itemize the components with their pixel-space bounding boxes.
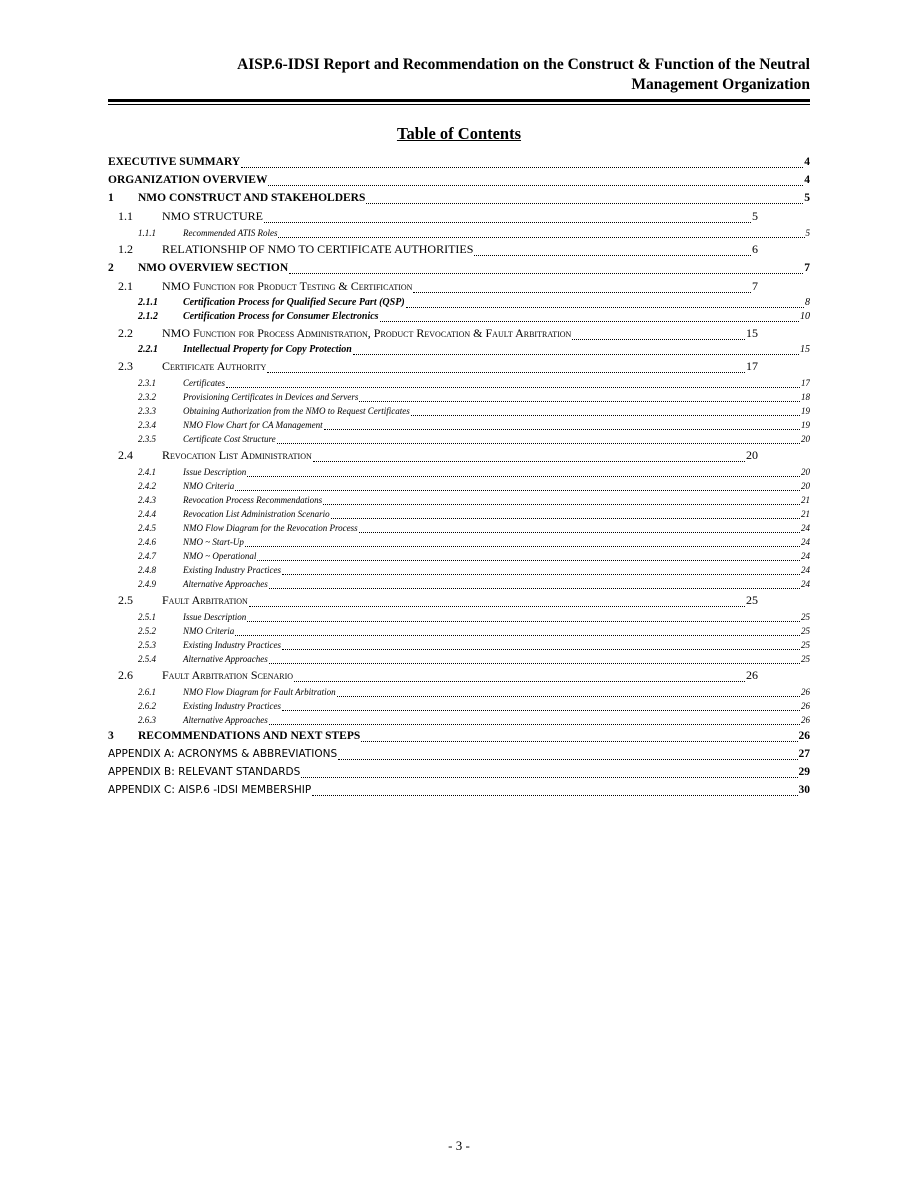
toc-entry-page: 24	[801, 537, 810, 547]
toc-entry[interactable]	[108, 343, 810, 357]
toc-entry-page: 8	[805, 297, 810, 308]
toc-leader-dots	[247, 621, 800, 622]
toc-entry-number: 2.4.7	[138, 551, 156, 561]
toc-entry-title: Revocation List Administration	[162, 448, 312, 462]
toc-entry[interactable]	[108, 763, 810, 781]
table-of-contents	[108, 153, 810, 799]
toc-entry-number: 2.5.3	[138, 640, 156, 650]
toc-leader-dots	[289, 273, 803, 274]
toc-entry-page: 25	[801, 626, 810, 636]
toc-leader-dots	[269, 724, 800, 725]
toc-entry-title: NMO Flow Diagram for Fault Arbitration	[183, 687, 336, 697]
toc-leader-dots	[294, 681, 745, 682]
toc-leader-dots	[572, 339, 745, 340]
toc-entry-title: Certificate Cost Structure	[183, 434, 276, 444]
toc-entry-title: RELATIONSHIP OF NMO TO CERTIFICATE AUTHORITIES	[162, 242, 474, 256]
toc-entry-page: 5	[752, 209, 758, 223]
toc-entry[interactable]	[108, 432, 810, 446]
toc-entry-title: Revocation Process Recommendations	[183, 495, 323, 505]
toc-entry-number: 2.4.9	[138, 579, 156, 589]
toc-leader-dots	[406, 307, 804, 308]
toc-title: Table of Contents	[396, 124, 522, 143]
toc-leader-dots	[313, 461, 745, 462]
toc-entry-title: Certification Process for Consumer Electronics	[183, 311, 379, 322]
toc-entry-page: 17	[746, 359, 758, 373]
toc-entry-number: 2.1.1	[138, 297, 158, 308]
toc-entry-number: 2.3.2	[138, 392, 156, 402]
toc-leader-dots	[359, 532, 800, 533]
toc-entry-page: 18	[801, 392, 810, 402]
toc-entry[interactable]	[108, 446, 758, 465]
toc-entry-page: 5	[805, 228, 810, 238]
toc-leader-dots	[474, 255, 751, 256]
toc-entry-page: 25	[801, 640, 810, 650]
toc-entry-page: 5	[804, 192, 810, 204]
toc-leader-dots	[282, 649, 800, 650]
toc-entry[interactable]	[108, 418, 810, 432]
toc-leader-dots	[257, 560, 800, 561]
toc-entry-title: NMO Criteria	[183, 626, 235, 636]
toc-entry-page: 15	[746, 326, 758, 340]
toc-entry-number: 2.1	[118, 279, 133, 293]
toc-entry[interactable]	[108, 781, 810, 799]
toc-entry-page: 25	[746, 593, 758, 607]
toc-entry-title: NMO Function for Process Administration, Product Revocation & Fault Arbitration	[162, 326, 572, 340]
toc-entry[interactable]	[108, 521, 810, 535]
toc-entry-number: 2.2.1	[138, 344, 158, 355]
toc-entry[interactable]	[108, 624, 810, 638]
toc-entry-title: NMO CONSTRUCT AND STAKEHOLDERS	[138, 192, 366, 204]
toc-entry-number: 2.3	[118, 359, 133, 373]
toc-entry-title: Alternative Approaches	[183, 579, 268, 589]
toc-entry-title: Fault Arbitration	[162, 593, 248, 607]
header-line-1: AISP.6-IDSI Report and Recommendation on the Construct & Function of the Neutral	[237, 56, 810, 73]
toc-entry[interactable]	[108, 610, 810, 624]
toc-leader-dots	[235, 635, 800, 636]
toc-leader-dots	[301, 777, 797, 778]
toc-entry-number: 2.6	[118, 668, 133, 682]
toc-entry-title: Existing Industry Practices	[183, 701, 281, 711]
toc-entry-number: 1	[108, 192, 114, 204]
toc-entry-title: Certificates	[183, 378, 225, 388]
toc-leader-dots	[324, 429, 800, 430]
toc-entry-title: APPENDIX C: AISP.6 -IDSI MEMBERSHIP	[108, 784, 312, 796]
toc-entry-page: 19	[801, 406, 810, 416]
header-rule-thin	[108, 104, 810, 105]
toc-entry[interactable]	[108, 479, 810, 493]
toc-entry-number: 2.4	[118, 448, 133, 462]
toc-entry-page: 26	[801, 687, 810, 697]
toc-entry-number: 2.6.3	[138, 715, 156, 725]
header-line-2: Management Organization	[631, 76, 810, 93]
toc-entry-page: 24	[801, 565, 810, 575]
toc-entry[interactable]	[108, 259, 810, 277]
toc-entry[interactable]	[108, 591, 758, 610]
toc-leader-dots	[268, 185, 803, 186]
toc-leader-dots	[413, 292, 751, 293]
toc-leader-dots	[269, 663, 800, 664]
toc-entry-page: 7	[752, 279, 758, 293]
toc-entry[interactable]	[108, 207, 758, 226]
toc-entry-title: Issue Description	[183, 612, 247, 622]
toc-entry[interactable]	[108, 745, 810, 763]
toc-entry[interactable]	[108, 507, 810, 521]
toc-entry-page: 24	[801, 579, 810, 589]
toc-entry-title: Obtaining Authorization from the NMO to Request Certificates	[183, 406, 410, 416]
toc-entry-page: 20	[746, 448, 758, 462]
toc-entry-title: NMO Flow Diagram for the Revocation Process	[183, 523, 358, 533]
toc-entry[interactable]	[108, 189, 810, 207]
toc-entry-title: Certificate Authority	[162, 359, 267, 373]
toc-entry-title: NMO Criteria	[183, 481, 235, 491]
toc-entry-title: NMO Flow Chart for CA Management	[183, 420, 323, 430]
toc-entry[interactable]	[108, 535, 810, 549]
toc-entry[interactable]	[108, 549, 810, 563]
toc-entry-page: 19	[801, 420, 810, 430]
toc-entry[interactable]	[108, 465, 810, 479]
toc-entry-page: 21	[801, 495, 810, 505]
toc-entry[interactable]	[108, 240, 758, 259]
toc-entry-title: Provisioning Certificates in Devices and Servers	[183, 392, 359, 402]
toc-entry-number: 2.3.4	[138, 420, 156, 430]
page-number-footer: - 3 -	[448, 1138, 470, 1153]
toc-entry-number: 2.4.1	[138, 467, 156, 477]
toc-entry[interactable]	[108, 727, 810, 745]
toc-leader-dots	[267, 372, 745, 373]
toc-entry-number: 2.1.2	[138, 311, 158, 322]
toc-entry[interactable]	[108, 153, 810, 171]
toc-entry-title: Alternative Approaches	[183, 715, 268, 725]
toc-leader-dots	[241, 167, 803, 168]
toc-leader-dots	[277, 443, 800, 444]
running-header	[108, 55, 810, 95]
toc-entry-number: 2.5.1	[138, 612, 156, 622]
toc-entry-title: Issue Description	[183, 467, 247, 477]
toc-entry-page: 25	[801, 654, 810, 664]
toc-entry-page: 26	[801, 715, 810, 725]
toc-entry-title: Intellectual Property for Copy Protection	[183, 344, 352, 355]
toc-leader-dots	[353, 354, 799, 355]
toc-entry-page: 15	[800, 344, 810, 355]
toc-leader-dots	[245, 546, 800, 547]
toc-leader-dots	[359, 401, 800, 402]
toc-entry-number: 1.1	[118, 209, 133, 223]
toc-entry[interactable]	[108, 357, 758, 376]
toc-leader-dots	[331, 518, 800, 519]
toc-entry[interactable]	[108, 376, 810, 390]
toc-entry-page: 4	[804, 174, 810, 186]
toc-entry-title: NMO OVERVIEW SECTION	[138, 262, 289, 274]
toc-entry-number: 2.6.2	[138, 701, 156, 711]
toc-leader-dots	[235, 490, 800, 491]
toc-entry-title: ORGANIZATION OVERVIEW	[108, 174, 268, 186]
toc-leader-dots	[278, 237, 804, 238]
toc-entry[interactable]	[108, 713, 810, 727]
toc-entry-number: 2.4.2	[138, 481, 156, 491]
toc-leader-dots	[411, 415, 800, 416]
toc-entry[interactable]	[108, 666, 758, 685]
toc-entry-number: 2.4.6	[138, 537, 156, 547]
toc-entry[interactable]	[108, 685, 810, 699]
toc-entry-title: Alternative Approaches	[183, 654, 268, 664]
toc-entry-page: 25	[801, 612, 810, 622]
toc-entry-page: 26	[798, 730, 810, 742]
toc-entry-page: 17	[801, 378, 810, 388]
toc-entry-number: 2	[108, 262, 114, 274]
toc-entry[interactable]	[108, 493, 810, 507]
toc-entry-page: 29	[798, 766, 810, 778]
toc-entry-title: Existing Industry Practices	[183, 565, 281, 575]
toc-leader-dots	[337, 696, 800, 697]
toc-entry[interactable]	[108, 324, 758, 343]
toc-entry-number: 2.4.5	[138, 523, 156, 533]
toc-leader-dots	[264, 222, 751, 223]
toc-entry[interactable]	[108, 652, 810, 666]
toc-entry[interactable]	[108, 171, 810, 189]
toc-leader-dots	[269, 588, 800, 589]
toc-entry[interactable]	[108, 310, 810, 324]
toc-entry-number: 2.3.3	[138, 406, 156, 416]
toc-entry-title: Fault Arbitration Scenario	[162, 668, 294, 682]
toc-entry[interactable]	[108, 577, 810, 591]
toc-entry-number: 2.5.4	[138, 654, 156, 664]
toc-leader-dots	[312, 795, 797, 796]
toc-leader-dots	[366, 203, 803, 204]
toc-entry[interactable]	[108, 226, 810, 240]
toc-leader-dots	[282, 710, 800, 711]
toc-entry[interactable]	[108, 563, 810, 577]
toc-entry-title: Recommended ATIS Roles	[183, 228, 278, 238]
toc-entry-number: 1.2	[118, 242, 133, 256]
header-rule-thick	[108, 99, 810, 102]
toc-entry[interactable]	[108, 638, 810, 652]
toc-entry-title: Existing Industry Practices	[183, 640, 281, 650]
toc-entry-number: 2.4.3	[138, 495, 156, 505]
toc-entry-title: Revocation List Administration Scenario	[183, 509, 330, 519]
toc-entry-number: 2.5	[118, 593, 133, 607]
toc-leader-dots	[361, 741, 797, 742]
toc-entry-number: 2.6.1	[138, 687, 156, 697]
toc-leader-dots	[380, 321, 799, 322]
toc-entry-page: 20	[801, 434, 810, 444]
toc-entry-page: 26	[801, 701, 810, 711]
toc-entry-title: Certification Process for Qualified Secure Part (QSP)	[183, 297, 405, 308]
toc-entry[interactable]	[108, 296, 810, 310]
toc-entry-page: 30	[798, 784, 810, 796]
toc-entry-number: 3	[108, 730, 114, 742]
toc-entry[interactable]	[108, 277, 758, 296]
toc-leader-dots	[323, 504, 800, 505]
toc-entry-page: 26	[746, 668, 758, 682]
toc-entry-page: 10	[800, 311, 810, 322]
toc-entry-number: 1.1.1	[138, 228, 156, 238]
toc-entry-page: 4	[804, 156, 810, 168]
toc-entry-page: 6	[752, 242, 758, 256]
toc-entry-page: 24	[801, 551, 810, 561]
toc-entry-number: 2.5.2	[138, 626, 156, 636]
toc-leader-dots	[282, 574, 800, 575]
toc-entry-page: 21	[801, 509, 810, 519]
toc-entry-number: 2.3.5	[138, 434, 156, 444]
toc-entry[interactable]	[108, 390, 810, 404]
toc-entry-title: NMO ~ Start-Up	[183, 537, 244, 547]
toc-entry-page: 20	[801, 467, 810, 477]
toc-entry-title: APPENDIX A: ACRONYMS & ABBREVIATIONS	[108, 748, 338, 760]
toc-entry[interactable]	[108, 404, 810, 418]
toc-entry-number: 2.3.1	[138, 378, 156, 388]
toc-entry-title: NMO STRUCTURE	[162, 209, 264, 223]
toc-entry-page: 27	[798, 748, 810, 760]
toc-entry-title: NMO ~ Operational	[183, 551, 257, 561]
toc-entry-title: EXECUTIVE SUMMARY	[108, 156, 241, 168]
toc-entry-title: APPENDIX B: RELEVANT STANDARDS	[108, 766, 301, 778]
toc-entry-title: RECOMMENDATIONS AND NEXT STEPS	[138, 730, 361, 742]
toc-entry[interactable]	[108, 699, 810, 713]
toc-leader-dots	[226, 387, 800, 388]
toc-entry-page: 20	[801, 481, 810, 491]
toc-leader-dots	[249, 606, 745, 607]
toc-entry-title: NMO Function for Product Testing & Certification	[162, 279, 413, 293]
toc-leader-dots	[338, 759, 797, 760]
toc-entry-number: 2.4.8	[138, 565, 156, 575]
toc-leader-dots	[247, 476, 800, 477]
toc-entry-page: 24	[801, 523, 810, 533]
toc-entry-number: 2.2	[118, 326, 133, 340]
toc-entry-number: 2.4.4	[138, 509, 156, 519]
toc-entry-page: 7	[804, 262, 810, 274]
